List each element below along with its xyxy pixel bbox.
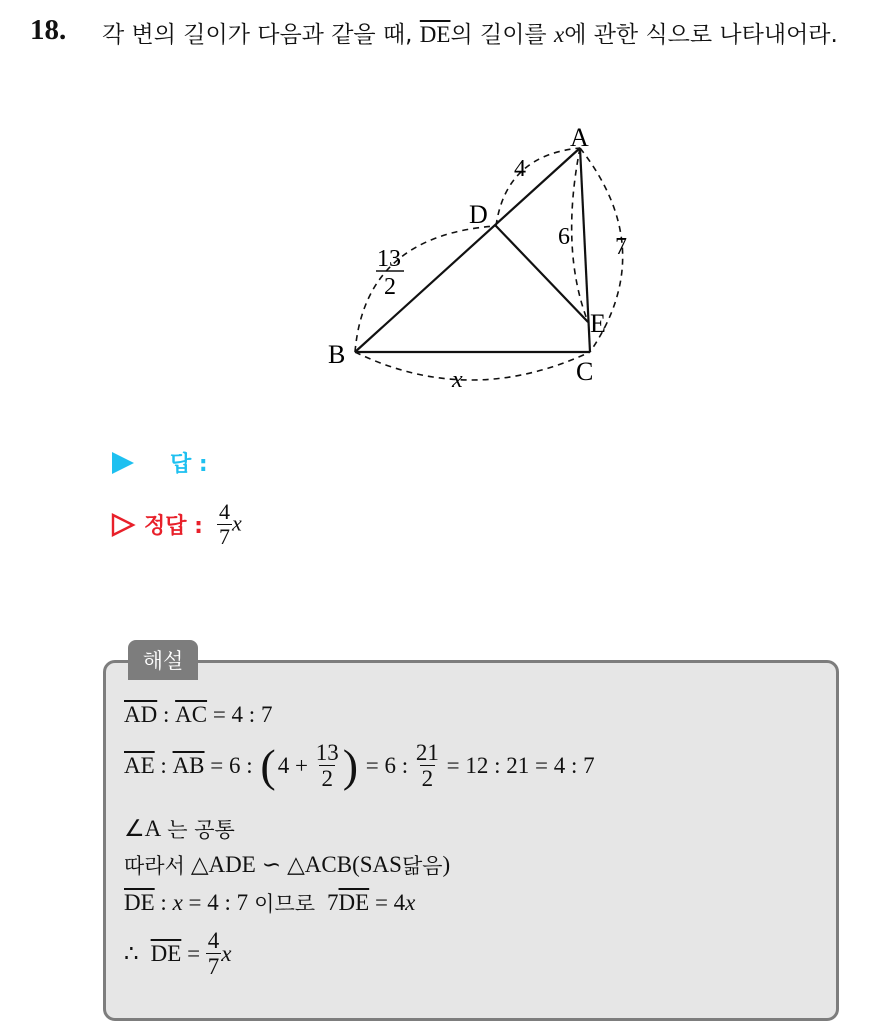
correct-answer-den: 7 <box>218 524 230 550</box>
colon: : <box>154 890 173 915</box>
arc-ae <box>572 148 588 322</box>
variable-x-final: x <box>221 940 232 966</box>
fraction-num: 21 <box>415 740 439 765</box>
fraction-13-2 <box>314 740 341 792</box>
length-ae: 6 <box>558 224 570 250</box>
length-db-den: 2 <box>384 274 396 300</box>
arc-bc <box>355 352 590 380</box>
reason-open: (SAS <box>352 852 402 877</box>
question-text-before: 각 변의 길이가 다음과 같을 때, <box>102 22 413 48</box>
variable-x: x <box>553 22 565 47</box>
play-arrow-icon <box>110 450 136 476</box>
equals-4: = 4 <box>369 890 406 915</box>
seg-ac: $\overline{AC}$ <box>175 702 208 727</box>
solution-line-5 <box>124 888 415 918</box>
fraction-den: 7 <box>207 954 220 980</box>
triangle-acb: △ACB <box>287 852 353 877</box>
fraction-num: 13 <box>315 740 339 765</box>
paren-open: ( <box>260 739 276 791</box>
question-text-after: 에 관한 식으로 나타내어라. <box>564 22 838 48</box>
variable-x: x <box>172 890 183 915</box>
similar-symbol: ∽ <box>261 852 282 877</box>
equals: = <box>181 940 206 966</box>
solution-line-6 <box>124 928 232 980</box>
triangle-figure <box>320 112 640 397</box>
variable-x-2: x <box>405 890 416 915</box>
seg-ab: $\overline{AB}$ <box>172 752 205 778</box>
label-b: B <box>328 340 346 369</box>
question-text <box>102 16 872 54</box>
label-e: E <box>590 309 606 338</box>
final-fraction <box>206 928 222 980</box>
question-number: 18. <box>30 14 67 46</box>
seg-ae: $\overline{AE}$ <box>124 752 155 778</box>
question-text-middle: 의 길이를 <box>450 22 547 48</box>
seg-de-2: $\overline{DE}$ <box>338 890 370 915</box>
seg-ad: $\overline{AD}$ <box>124 702 158 727</box>
fraction-num: 4 <box>207 928 220 953</box>
outline-arrow-icon <box>110 512 136 538</box>
paren-close: ) <box>342 739 359 791</box>
label-d: D <box>469 200 488 229</box>
correct-answer-var: x <box>231 510 242 536</box>
fraction-den: 2 <box>421 766 434 792</box>
length-bc: x <box>452 367 463 393</box>
length-db-num: 13 <box>377 246 401 272</box>
common-text: 는 공통 <box>167 818 235 842</box>
solution-line-3 <box>124 814 235 844</box>
seg-de-final: $\overline{DE}$ <box>150 940 182 966</box>
since-text: 이므로 <box>254 892 316 916</box>
triangle-ade: △ADE <box>190 852 256 877</box>
answer-label: 답 : <box>170 452 208 477</box>
seg-de: $\overline{DE}$ <box>124 890 155 915</box>
ratio-rhs: = 4 : 7 <box>207 702 273 727</box>
fraction-den: 2 <box>321 766 333 792</box>
reason-similarity: 닮음 <box>401 854 443 878</box>
colon: : <box>154 752 173 778</box>
correct-answer-fraction <box>217 500 232 549</box>
correct-answer-value <box>217 500 242 549</box>
ratio: = 4 : 7 <box>182 890 249 915</box>
label-c: C <box>576 357 594 386</box>
segment-de: $\overline{DE}$ <box>419 22 451 47</box>
segment-de-line <box>496 226 588 322</box>
colon: : <box>157 702 176 727</box>
solution-tab: 해설 <box>128 640 198 680</box>
length-ac: 7 <box>615 234 627 260</box>
reason-close: ) <box>442 852 451 877</box>
therefore-prefix: 따라서 <box>124 854 185 878</box>
fraction-21-2 <box>414 740 441 792</box>
ratio-tail: = 12 : 21 = 4 : 7 <box>440 752 595 778</box>
solution-line-1 <box>124 702 272 728</box>
paren-inner: 4 + <box>277 752 314 778</box>
label-a: A <box>570 123 589 152</box>
angle-a: ∠A <box>124 816 162 841</box>
correct-answer-row <box>110 500 242 549</box>
length-ad: 4 <box>514 156 526 182</box>
answer-row <box>110 447 208 478</box>
solution-line-2 <box>124 740 595 792</box>
solution-line-4 <box>124 850 450 880</box>
therefore-symbol: ∴ <box>124 940 139 966</box>
coefficient: 7 <box>327 890 339 915</box>
ratio-mid: = 6 : <box>204 752 259 778</box>
ratio-mid-2: = 6 : <box>360 752 414 778</box>
correct-answer-num: 4 <box>218 499 230 524</box>
correct-answer-label: 정답 : <box>144 514 203 540</box>
